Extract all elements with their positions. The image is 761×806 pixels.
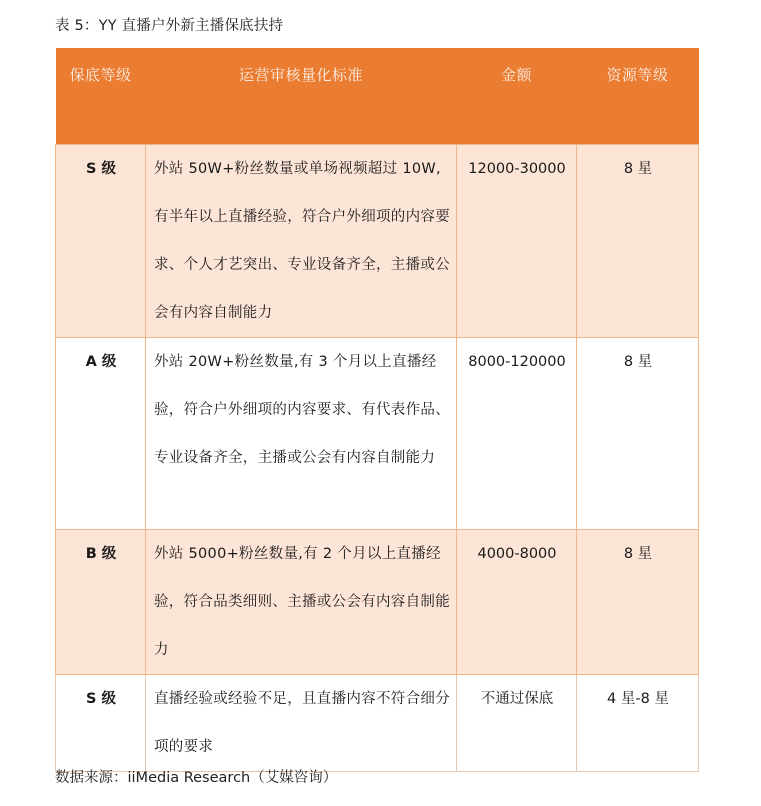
grade-text: S 级	[86, 161, 116, 177]
grade-text: A 级	[85, 354, 117, 370]
grade-text: B 级	[85, 546, 117, 562]
column-header-amount: 金额	[457, 48, 577, 145]
grade-cell	[56, 338, 146, 530]
resource-level-cell: 8 星	[577, 338, 699, 530]
criteria-cell: 外站 20W+粉丝数量,有 3 个月以上直播经验，符合户外细项的内容要求、有代表作品、专业设备齐全，主播或公会有内容自制能力	[146, 338, 457, 530]
amount-cell: 4000-8000	[457, 530, 577, 675]
grade-cell	[56, 530, 146, 675]
table-row	[56, 675, 699, 772]
column-header-resource-level: 资源等级	[577, 48, 699, 145]
criteria-cell: 直播经验或经验不足，且直播内容不符合细分项的要求	[146, 675, 457, 772]
resource-level-cell: 8 星	[577, 145, 699, 338]
grade-cell	[56, 675, 146, 772]
resource-level-cell: 8 星	[577, 530, 699, 675]
guarantee-support-table	[55, 48, 699, 772]
amount-cell: 不通过保底	[457, 675, 577, 772]
resource-level-cell: 4 星-8 星	[577, 675, 699, 772]
data-source-note: 数据来源：iiMedia Research（艾媒咨询）	[55, 770, 338, 786]
criteria-cell: 外站 50W+粉丝数量或单场视频超过 10W,有半年以上直播经验，符合户外细项的内容要求、个人才艺突出、专业设备齐全，主播或公会有内容自制能力	[146, 145, 457, 338]
table-row	[56, 145, 699, 338]
grade-text: S 级	[86, 691, 116, 707]
amount-cell: 8000-120000	[457, 338, 577, 530]
table-row	[56, 530, 699, 675]
table-header-row	[56, 48, 699, 145]
table-row	[56, 338, 699, 530]
column-header-grade: 保底等级	[56, 48, 146, 145]
amount-cell: 12000-30000	[457, 145, 577, 338]
table-caption: 表 5：YY 直播户外新主播保底扶持	[55, 18, 284, 34]
grade-cell	[56, 145, 146, 338]
criteria-cell: 外站 5000+粉丝数量,有 2 个月以上直播经验，符合品类细则、主播或公会有内容自制能力	[146, 530, 457, 675]
column-header-criteria: 运营审核量化标准	[146, 48, 457, 145]
